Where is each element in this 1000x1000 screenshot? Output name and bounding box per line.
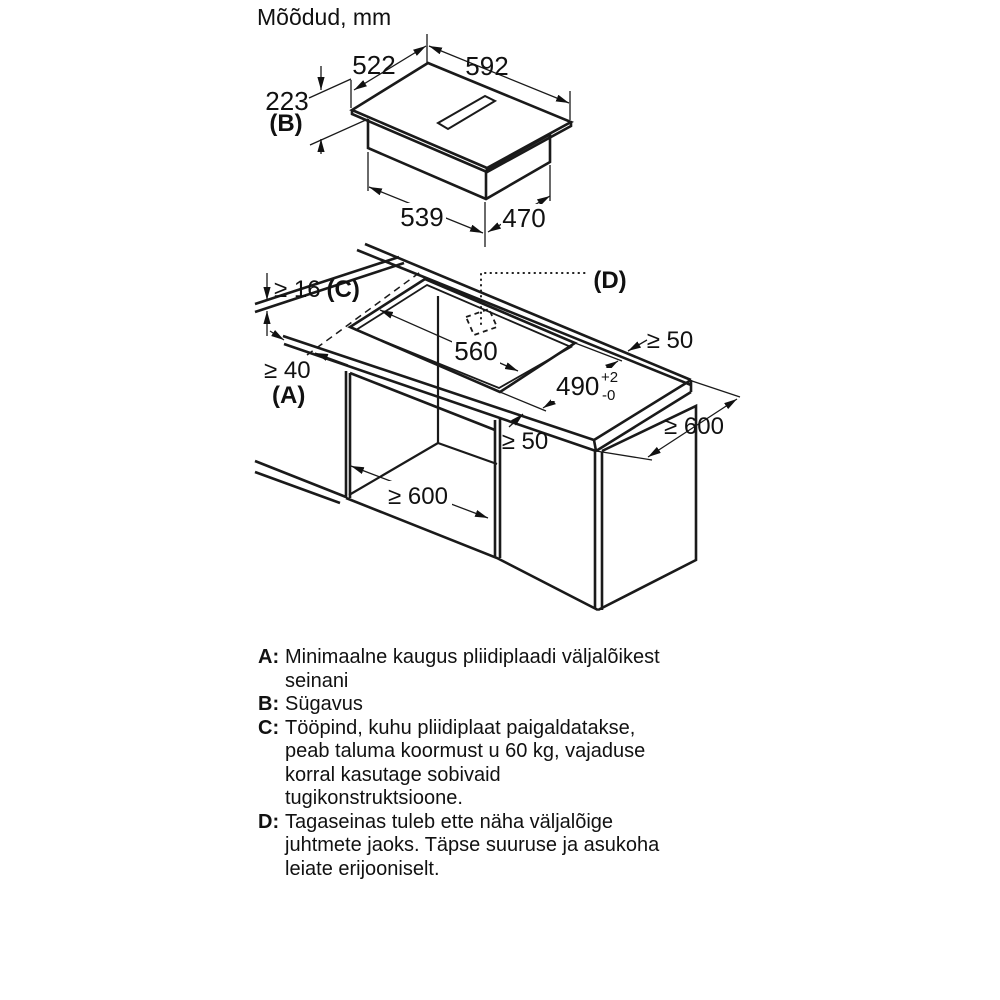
cabinet-bottom-front xyxy=(346,498,598,610)
hob-isometric-diagram xyxy=(265,34,571,247)
dim-470: 470 xyxy=(502,203,546,233)
dim-490-tol-minus: -0 xyxy=(602,387,616,404)
dim-50-back-arrow xyxy=(628,340,647,351)
worktop-front-edge xyxy=(283,336,596,451)
ref-B: (B) xyxy=(269,110,303,137)
hob-body-lines xyxy=(352,63,571,199)
dim-16-pointer xyxy=(270,331,284,340)
worktop-back-edge xyxy=(357,244,691,385)
dim-600-cabinet: ≥ 600 xyxy=(388,483,448,510)
ref-D: (D) xyxy=(593,267,627,294)
worktop-cabinet-lines xyxy=(255,244,696,610)
dim-223: 223 xyxy=(265,86,309,116)
dim-490: 490 xyxy=(556,371,600,401)
dim-16-label: ≥ 16 (C) xyxy=(274,276,360,303)
legend-key: B: xyxy=(258,693,280,715)
dim-40-label: ≥ 40 xyxy=(264,357,311,384)
vent-slot xyxy=(438,96,495,129)
dim-522: 522 xyxy=(352,50,396,80)
wall-hidden-line xyxy=(307,270,423,355)
legend-item-B xyxy=(258,693,660,717)
legend-key: D: xyxy=(258,810,280,833)
cabinet-interior xyxy=(349,296,497,495)
cabinet-break-lines xyxy=(255,461,346,503)
installation-diagram xyxy=(255,244,740,610)
legend-text: Tööpind, kuhu pliidiplaat paigaldatakse, peab taluma koormust u 60 kg, vajaduse korral kasutage sobivaid tugikonstruktsioone. xyxy=(285,716,646,809)
legend-key: A: xyxy=(258,646,280,668)
page-title: Mõõdud, mm xyxy=(257,4,392,30)
dim-600-right: ≥ 600 xyxy=(664,413,724,440)
cabinet-opening-right xyxy=(495,419,500,558)
dim-560: 560 xyxy=(454,336,498,366)
dim-50-front: ≥ 50 xyxy=(501,428,549,455)
legend-item-A xyxy=(258,646,660,693)
dim-592: 592 xyxy=(465,51,509,81)
legend-item-D xyxy=(258,811,660,882)
legend-text: Minimaalne kaugus pliidiplaadi väljalõikest seinani xyxy=(285,646,660,692)
legend xyxy=(258,646,660,881)
legend-key: C: xyxy=(258,716,280,739)
ref-A: (A) xyxy=(272,382,306,409)
legend-text: Tagaseinas tuleb ette näha väljalõige juhtmete jaoks. Täpse suuruse ja asukoha leiate erijooniselt. xyxy=(285,810,660,880)
dim-539: 539 xyxy=(400,202,444,232)
dim-490-tol-plus: +2 xyxy=(601,369,619,386)
dim-50-back: ≥ 50 xyxy=(646,327,694,354)
cabinet-right-front-panel xyxy=(595,450,602,610)
legend-item-C xyxy=(258,717,660,811)
cabinet-left-panel xyxy=(346,371,350,498)
legend-text: Sügavus xyxy=(285,693,363,715)
